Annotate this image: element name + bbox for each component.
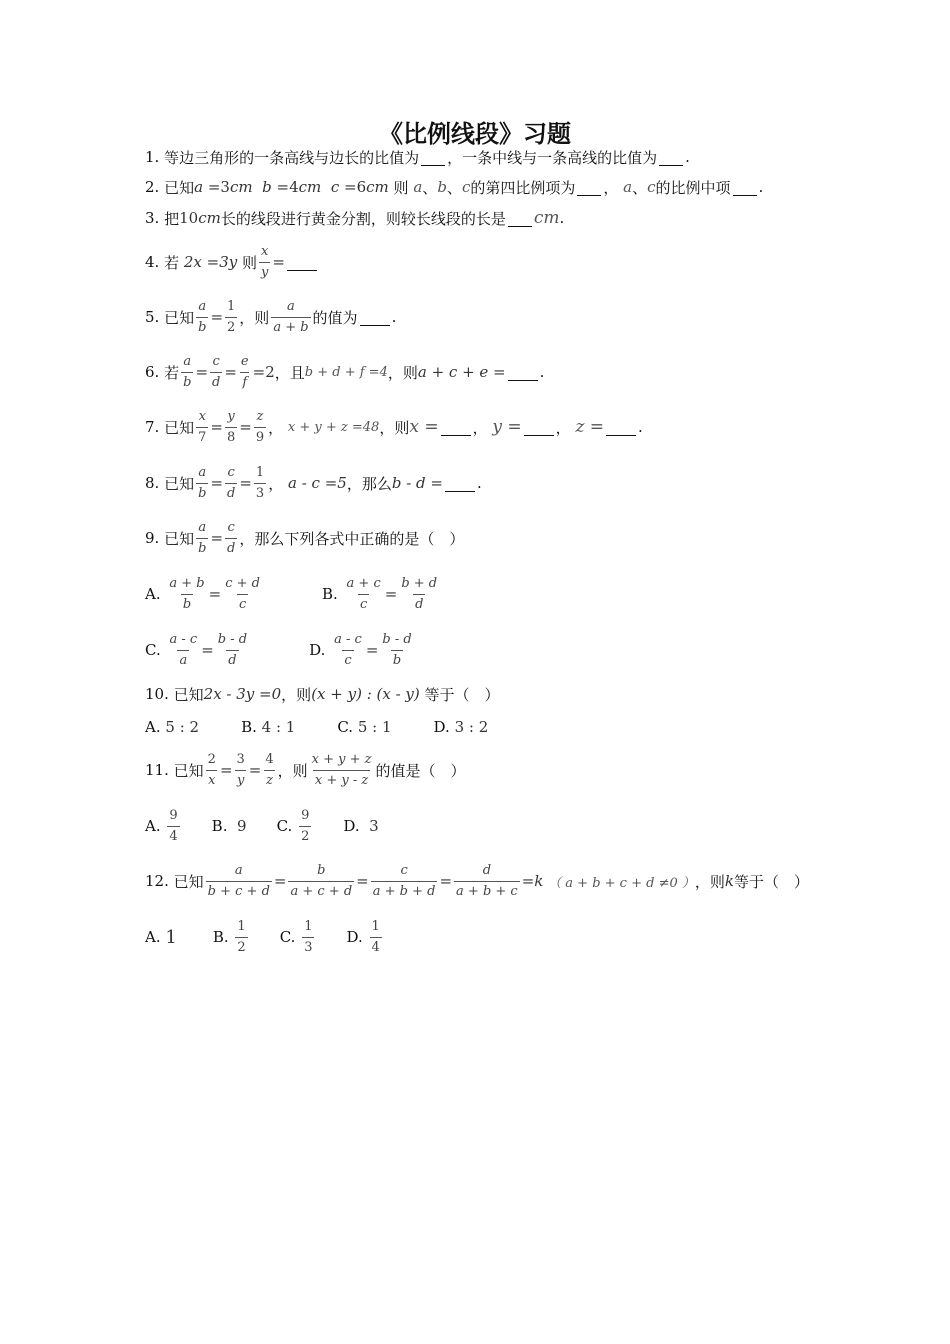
q12-fraction-2 [288,863,354,900]
q6-blank[interactable] [508,364,538,381]
q2-var-c: c [330,178,340,196]
q6-f2-den: d [210,372,222,391]
q9-a-ln: a + b [169,575,205,591]
q11-f2-den: y [235,770,246,789]
q2-text-b: 的比例中项 [655,178,731,197]
q9-eq: = [210,529,224,547]
q7-number: 7. [145,418,160,436]
q7-x: x = [409,417,439,437]
q5-pre: 已知 [164,308,195,327]
q7-blank-y[interactable] [524,419,554,436]
q2-v1: a [413,178,423,196]
q11-c-num: 9 [301,807,310,823]
q2-var-b: b [262,178,272,196]
q9-option-c-left [168,632,200,669]
q10-then: ，则 [281,685,312,704]
q3-pre: 把 [164,209,180,228]
q12-option-b-fraction [235,919,247,956]
q12-c-num: 1 [304,918,313,934]
q11-option-a-label[interactable]: A. [145,817,161,835]
q9-b-eq: = [384,585,398,603]
q2-b-val: =4 [276,178,299,196]
q8-f1-den: b [196,483,208,502]
q2-a-val: =3 [207,178,230,196]
q9-fraction-2 [225,520,237,557]
q2-then: 则 [393,178,409,197]
q6-number: 6. [145,363,160,381]
q8-eq1: = [210,474,224,492]
q12-f4-num: d [482,862,492,878]
q12-f3-den: a + b + d [371,881,438,900]
q4-expr: 2x =3y [183,253,238,271]
q9-f1-num: a [198,519,207,535]
q6-f3-num: e [240,353,249,369]
q6-f3-den: f [240,372,249,391]
q9-c-rd: d [226,650,238,669]
q8-fraction-2 [225,465,237,502]
q9-option-a-right [223,576,262,613]
q8-f2-den: d [225,483,237,502]
q11-option-d-value: 3 [369,817,379,835]
q3-blank[interactable] [508,210,532,227]
q7-expr: x + y + z =48 [287,419,380,435]
q7-blank-x[interactable] [441,419,471,436]
q11-number: 11. [145,761,169,779]
q10-option-c-value: 5 : 1 [357,718,392,736]
q12-option-c-label[interactable]: C. [279,928,296,946]
q8-then: ，那么 [346,474,392,493]
q12-options [145,911,384,963]
question-12 [145,855,809,907]
q3-length: 10 [179,209,199,227]
q11-f3-num: 4 [265,751,274,767]
q10-number: 10. [145,685,169,703]
q11-text: 的值是（ ） [375,761,466,780]
q11-option-a-fraction [167,808,179,845]
q9-a-rn: c + d [225,575,260,591]
q5-fraction-1 [196,299,208,336]
q12-eq3: = [439,872,453,890]
q12-f2-den: a + c + d [288,881,354,900]
q9-b-rn: b + d [401,575,438,591]
q12-b-den: 2 [235,937,247,956]
q2-v5: c [647,178,656,196]
q9-option-a-label[interactable]: A. [145,585,161,603]
q10-option-c-label[interactable]: C. [337,718,354,736]
q9-f2-den: d [225,538,237,557]
q9-c-ln: a - c [169,631,198,647]
q8-f2-num: c [227,464,235,480]
q9-a-eq: = [208,585,222,603]
q9-d-eq: = [365,641,379,659]
q12-fraction-1 [206,863,272,900]
q2-v3: c [461,178,471,196]
q3-unit: cm [198,209,221,227]
q9-f1-den: b [196,538,208,557]
q9-options-row-1 [145,568,441,620]
q9-fraction-1 [196,520,208,557]
q11-option-c-fraction [299,808,311,845]
q11-f4-num: x + y + z [311,751,372,767]
question-11 [145,744,466,796]
q2-v2: b [437,178,447,196]
q12-f1-num: a [234,862,243,878]
q9-b-rd: d [413,594,425,613]
q12-d-num: 1 [371,918,380,934]
q7-then: ，则 [379,418,410,437]
q8-end: . [477,474,482,492]
q11-fraction-3 [263,752,275,789]
q12-option-a-value: 1 [165,926,177,948]
q10-expr2: (x + y) : (x - y) [311,685,420,703]
q12-f1-den: b + c + d [206,881,272,900]
q12-k: k [724,872,734,890]
q6-mid: ，且 [274,363,305,382]
q12-option-b-label[interactable]: B. [212,928,229,946]
q11-options [145,800,379,852]
q2-end: . [758,178,764,196]
q4-then: 则 [242,253,258,272]
q7-f2-num: y [227,408,235,424]
q8-number: 8. [145,474,160,492]
q6-fraction-2 [210,354,222,391]
q12-pre: 已知 [173,872,204,891]
q9-d-rd: b [391,650,403,669]
q3-unit2: cm [533,208,560,228]
q6-eq2: = [224,363,237,381]
q8-pre: 已知 [164,474,195,493]
q7-pre: 已知 [164,418,195,437]
q6-f1-den: b [181,372,193,391]
q4-frac-num: x [261,243,269,259]
q5-fraction-3 [271,299,310,336]
q6-end: . [539,363,545,381]
q8-f3-num: 1 [255,464,265,480]
q9-option-d-right [380,632,413,669]
q12-f4-den: a + b + c [454,881,520,900]
q9-number: 9. [145,529,160,547]
q1-end: . [685,148,690,166]
q2-c-unit: cm [366,178,389,196]
q9-option-b-right [399,576,439,613]
q10-option-b-label[interactable]: B. [241,718,257,736]
q7-f1-num: x [198,408,206,424]
q11-pre: 已知 [173,761,204,780]
q9-option-d-label[interactable]: D. [309,641,326,659]
q11-fraction-1 [206,752,218,789]
q7-fraction-3 [254,409,266,446]
q5-f2-num: 1 [227,298,236,314]
q4-pre: 若 [164,253,180,272]
q9-d-ln: a - c [334,631,362,647]
q12-option-a-label[interactable]: A. [145,928,161,946]
q5-fraction-2 [225,299,237,336]
q12-f2-num: b [317,862,326,878]
q5-f1-den: b [196,317,208,336]
q7-eq2: = [239,418,252,436]
q9-option-c-label[interactable]: C. [145,641,161,659]
q11-a-num: 9 [169,807,178,823]
q11-a-den: 4 [167,826,179,845]
question-7 [145,401,643,453]
q10-text: 等于（ ） [424,685,500,704]
q7-y: y = [492,417,522,437]
q9-option-d-left [332,632,364,669]
q12-c-den: 3 [302,937,314,956]
q11-fraction-4 [310,752,374,789]
q12-eq2: = [356,872,369,890]
q2-text-a: 的第四比例项为 [470,178,576,197]
q7-f2-den: 8 [225,427,237,446]
q2-var-a: a [194,178,204,196]
q12-option-d-fraction [370,919,382,956]
q8-f3-den: 3 [254,483,266,502]
q8-expr2: b - d = [391,474,443,492]
q9-text: ，那么下列各式中正确的是（ ） [239,529,465,548]
q12-text: 等于（ ） [733,872,809,891]
q5-number: 5. [145,308,160,326]
q9-c-ld: a [177,650,189,669]
q7-comma: ， [268,418,284,437]
q9-a-ld: b [181,594,193,613]
q12-then: ，则 [694,872,725,891]
question-5 [145,291,396,343]
q6-eq1: = [195,363,209,381]
q2-c-val: =6 [344,178,367,196]
q2-blank-1[interactable] [577,179,601,196]
q1-text-b: ，一条中线与一条高线的比值为 [447,148,658,167]
q9-c-eq: = [201,641,214,659]
q7-c2: ， [555,418,571,437]
q8-f1-num: a [198,464,207,480]
q2-blank-2[interactable] [733,179,757,196]
q7-fraction-1 [196,409,208,446]
q2-sep1: 、 [422,178,438,197]
q10-option-b-value: 4 : 1 [261,718,296,736]
q9-pre: 已知 [164,529,195,548]
q12-option-d-label[interactable]: D. [346,928,363,946]
q9-option-b-left [345,576,383,613]
q2-b-unit: cm [298,178,322,196]
q2-a-unit: cm [229,178,253,196]
q6-val: =2 [252,363,275,381]
q8-expr: a - c =5 [288,474,347,492]
q11-option-d-label[interactable]: D. [343,817,360,835]
q5-text: 的值为 [312,308,358,327]
q9-b-ld: c [358,594,369,613]
q7-f3-den: 9 [254,427,266,446]
q7-c1: ， [472,418,488,437]
q4-frac-den: y [259,262,270,281]
q2-sep2: 、 [446,178,462,197]
q6-then: ，则 [387,363,418,382]
q11-f1-den: x [206,770,217,789]
q2-pre: 已知 [164,178,195,197]
q4-fraction [259,244,270,281]
page-title: 《比例线段》习题 [379,120,571,148]
q11-option-c-label[interactable]: C. [276,817,293,835]
question-9 [145,512,464,564]
q5-f1-num: a [198,298,207,314]
q6-pre: 若 [164,363,180,382]
q7-f3-num: z [256,408,264,424]
q11-f1-num: 2 [207,751,216,767]
q9-option-b-label[interactable]: B. [321,585,338,603]
q11-f4-den: x + y - z [313,770,370,789]
q9-d-ld: c [342,650,353,669]
q7-eq1: = [210,418,223,436]
q9-b-ln: a + c [346,575,381,591]
q7-z: z = [575,417,605,437]
q9-c-rn: b - d [217,631,248,647]
q11-option-b-value: 9 [237,817,247,835]
q6-fraction-3 [239,354,251,391]
q7-end: . [638,418,643,436]
q8-fraction-3 [254,465,266,502]
q7-blank-z[interactable] [606,419,636,436]
q3-number: 3. [145,209,160,227]
q5-blank[interactable] [360,309,390,326]
q12-fraction-3 [371,863,438,900]
q9-a-rd: c [237,594,248,613]
q12-b-num: 1 [237,918,246,934]
q10-option-d-value: 3 : 2 [454,718,489,736]
q6-f1-num: a [183,353,192,369]
q6-expr2: a + c + e = [417,363,506,381]
q8-fraction-1 [196,465,208,502]
q2-sep3: 、 [632,178,648,197]
q6-expr: b + d + f =4 [304,364,388,380]
q9-option-a-left [167,576,206,613]
q12-f3-num: c [400,862,408,878]
q4-blank[interactable] [287,254,317,271]
q10-option-d-label[interactable]: D. [433,718,450,736]
q1-number: 1. [145,148,160,166]
q3-text: 长的线段进行黄金分割，则较长线段的长是 [220,209,506,228]
q8-blank[interactable] [445,475,475,492]
q9-d-rn: b - d [382,631,412,647]
q10-option-a-value: 5 : 2 [165,718,200,736]
q5-f2-den: 2 [225,317,237,336]
q11-eq1: = [219,761,233,779]
q9-option-c-right [216,632,249,669]
q12-eq1: = [273,872,287,890]
q4-eq: = [272,253,285,271]
q8-comma: ， [268,474,284,493]
q12-d-den: 4 [370,937,382,956]
q11-option-b-label[interactable]: B. [211,817,228,835]
q7-f1-den: 7 [196,427,208,446]
q11-eq2: = [248,761,262,779]
q12-condition: （ a + b + c + d ≠0 ） [548,875,695,891]
q8-eq2: = [239,474,252,492]
q2-v4: a [623,178,633,196]
q2-number: 2. [145,178,160,196]
q12-option-c-fraction [302,919,314,956]
q10-option-a-label[interactable]: A. [145,718,161,736]
question-6 [145,346,544,398]
q2-comma: ， [603,178,619,197]
q7-fraction-2 [225,409,237,446]
q10-expr: 2x - 3y =0 [203,685,282,703]
q11-fraction-2 [235,752,247,789]
question-4 [145,236,319,288]
q12-val: =k [521,872,544,890]
q5-f3-den: a + b [271,317,310,336]
q11-then: ，则 [277,761,308,780]
q11-f2-num: 3 [236,751,245,767]
q5-f3-num: a [287,298,295,314]
q11-f3-den: z [264,770,275,789]
q6-fraction-1 [181,354,193,391]
q6-f2-num: c [212,353,220,369]
q11-c-den: 2 [299,826,311,845]
q4-number: 4. [145,253,160,271]
q12-fraction-4 [454,863,520,900]
q9-f2-num: c [227,519,235,535]
q3-end: . [559,209,565,227]
q5-end: . [391,308,397,326]
q12-number: 12. [145,872,169,890]
q5-mid: ，则 [239,308,270,327]
question-8 [145,457,482,509]
q1-text-a: 等边三角形的一条高线与边长的比值为 [164,148,420,167]
q5-eq: = [210,308,224,326]
q10-pre: 已知 [173,685,204,704]
